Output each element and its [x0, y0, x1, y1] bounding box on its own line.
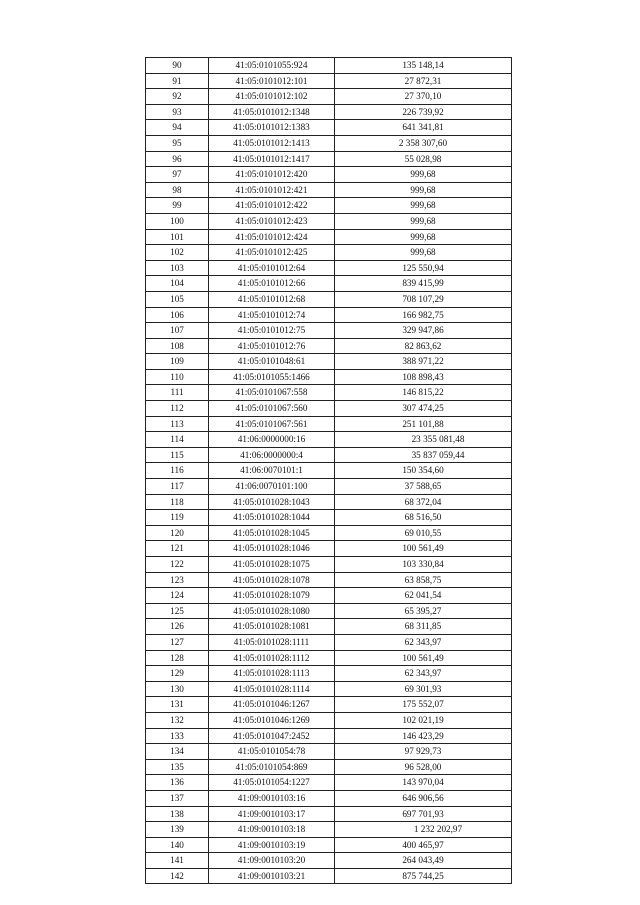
cadastral-value: 62 041,54 — [335, 588, 512, 604]
cadastral-value: 226 739,92 — [335, 104, 512, 120]
cadastral-number: 41:05:0101012:1413 — [209, 135, 335, 151]
cadastral-value: 69 301,93 — [335, 681, 512, 697]
cadastral-number: 41:06:0070101:1 — [209, 463, 335, 479]
cadastral-value: 65 395,27 — [335, 603, 512, 619]
row-number: 95 — [146, 135, 209, 151]
table-row — [146, 634, 512, 650]
cadastral-value: 175 552,07 — [335, 697, 512, 713]
cadastral-number: 41:05:0101012:64 — [209, 260, 335, 276]
table-row — [146, 603, 512, 619]
table-row — [146, 73, 512, 89]
row-number: 96 — [146, 151, 209, 167]
table-row — [146, 744, 512, 760]
cadastral-number: 41:05:0101012:101 — [209, 73, 335, 89]
cadastral-value: 999,68 — [335, 229, 512, 245]
row-number: 137 — [146, 790, 209, 806]
cadastral-number: 41:05:0101028:1075 — [209, 557, 335, 573]
cadastral-value: 103 330,84 — [335, 557, 512, 573]
row-number: 126 — [146, 619, 209, 635]
table-row — [146, 369, 512, 385]
table-row — [146, 198, 512, 214]
row-number: 97 — [146, 167, 209, 183]
row-number: 122 — [146, 557, 209, 573]
row-number: 125 — [146, 603, 209, 619]
table-row — [146, 151, 512, 167]
row-number: 100 — [146, 213, 209, 229]
row-number: 127 — [146, 634, 209, 650]
row-number: 117 — [146, 479, 209, 495]
row-number: 131 — [146, 697, 209, 713]
cadastral-number: 41:09:0010103:16 — [209, 790, 335, 806]
table-row — [146, 58, 512, 74]
table-row — [146, 868, 512, 884]
row-number: 124 — [146, 588, 209, 604]
cadastral-number: 41:05:0101028:1114 — [209, 681, 335, 697]
cadastral-number: 41:05:0101055:1466 — [209, 369, 335, 385]
row-number: 132 — [146, 712, 209, 728]
table-row — [146, 853, 512, 869]
row-number: 136 — [146, 775, 209, 791]
table-row — [146, 541, 512, 557]
cadastral-number: 41:05:0101012:1348 — [209, 104, 335, 120]
cadastral-value: 1 232 202,97 — [335, 822, 512, 838]
cadastral-value: 37 588,65 — [335, 479, 512, 495]
row-number: 135 — [146, 759, 209, 775]
table-row — [146, 416, 512, 432]
cadastral-number: 41:05:0101067:560 — [209, 401, 335, 417]
cadastral-value: 329 947,86 — [335, 323, 512, 339]
row-number: 140 — [146, 837, 209, 853]
row-number: 107 — [146, 323, 209, 339]
cadastral-value: 146 815,22 — [335, 385, 512, 401]
cadastral-value-table — [145, 57, 512, 884]
table-row — [146, 245, 512, 261]
table-row — [146, 401, 512, 417]
row-number: 105 — [146, 291, 209, 307]
cadastral-number: 41:05:0101012:421 — [209, 182, 335, 198]
cadastral-value: 125 550,94 — [335, 260, 512, 276]
row-number: 94 — [146, 120, 209, 136]
table-row — [146, 104, 512, 120]
cadastral-number: 41:05:0101028:1081 — [209, 619, 335, 635]
table-row — [146, 447, 512, 463]
row-number: 111 — [146, 385, 209, 401]
table-row — [146, 588, 512, 604]
cadastral-value: 100 561,49 — [335, 650, 512, 666]
cadastral-number: 41:05:0101028:1045 — [209, 525, 335, 541]
cadastral-number: 41:06:0000000:4 — [209, 447, 335, 463]
table-row — [146, 557, 512, 573]
cadastral-number: 41:05:0101012:74 — [209, 307, 335, 323]
table-row — [146, 697, 512, 713]
cadastral-value: 697 701,93 — [335, 806, 512, 822]
table-row — [146, 213, 512, 229]
cadastral-value: 55 028,98 — [335, 151, 512, 167]
table-row — [146, 712, 512, 728]
cadastral-value: 999,68 — [335, 213, 512, 229]
row-number: 110 — [146, 369, 209, 385]
cadastral-number: 41:05:0101012:76 — [209, 338, 335, 354]
table-row — [146, 837, 512, 853]
table-row — [146, 728, 512, 744]
cadastral-value: 62 343,97 — [335, 634, 512, 650]
table-row — [146, 120, 512, 136]
row-number: 118 — [146, 494, 209, 510]
cadastral-value: 27 370,10 — [335, 89, 512, 105]
cadastral-number: 41:05:0101012:68 — [209, 291, 335, 307]
cadastral-value: 641 341,81 — [335, 120, 512, 136]
cadastral-value: 62 343,97 — [335, 666, 512, 682]
row-number: 99 — [146, 198, 209, 214]
table-row — [146, 432, 512, 448]
cadastral-number: 41:05:0101012:102 — [209, 89, 335, 105]
table-row — [146, 650, 512, 666]
cadastral-value: 708 107,29 — [335, 291, 512, 307]
cadastral-number: 41:05:0101012:1417 — [209, 151, 335, 167]
row-number: 141 — [146, 853, 209, 869]
table-row — [146, 525, 512, 541]
cadastral-value: 97 929,73 — [335, 744, 512, 760]
table-row — [146, 89, 512, 105]
row-number: 90 — [146, 58, 209, 74]
cadastral-number: 41:06:0070101:100 — [209, 479, 335, 495]
cadastral-value: 82 863,62 — [335, 338, 512, 354]
table-row — [146, 354, 512, 370]
row-number: 112 — [146, 401, 209, 417]
cadastral-number: 41:05:0101012:423 — [209, 213, 335, 229]
row-number: 101 — [146, 229, 209, 245]
cadastral-number: 41:05:0101047:2452 — [209, 728, 335, 744]
cadastral-number: 41:05:0101046:1267 — [209, 697, 335, 713]
table-row — [146, 822, 512, 838]
cadastral-value: 264 043,49 — [335, 853, 512, 869]
cadastral-value: 2 358 307,60 — [335, 135, 512, 151]
cadastral-value: 146 423,29 — [335, 728, 512, 744]
row-number: 98 — [146, 182, 209, 198]
table-row — [146, 229, 512, 245]
cadastral-number: 41:05:0101067:558 — [209, 385, 335, 401]
cadastral-value: 999,68 — [335, 245, 512, 261]
cadastral-number: 41:05:0101012:1383 — [209, 120, 335, 136]
cadastral-value: 251 101,88 — [335, 416, 512, 432]
cadastral-number: 41:09:0010103:19 — [209, 837, 335, 853]
cadastral-value: 400 465,97 — [335, 837, 512, 853]
row-number: 119 — [146, 510, 209, 526]
cadastral-value: 307 474,25 — [335, 401, 512, 417]
cadastral-number: 41:05:0101028:1046 — [209, 541, 335, 557]
cadastral-value: 63 858,75 — [335, 572, 512, 588]
table-row — [146, 182, 512, 198]
cadastral-number: 41:06:0000000:16 — [209, 432, 335, 448]
row-number: 114 — [146, 432, 209, 448]
cadastral-number: 41:05:0101067:561 — [209, 416, 335, 432]
cadastral-number: 41:05:0101028:1113 — [209, 666, 335, 682]
table-row — [146, 806, 512, 822]
row-number: 123 — [146, 572, 209, 588]
row-number: 121 — [146, 541, 209, 557]
table-row — [146, 681, 512, 697]
row-number: 104 — [146, 276, 209, 292]
table-row — [146, 666, 512, 682]
row-number: 108 — [146, 338, 209, 354]
cadastral-number: 41:05:0101028:1044 — [209, 510, 335, 526]
row-number: 103 — [146, 260, 209, 276]
row-number: 102 — [146, 245, 209, 261]
cadastral-number: 41:05:0101028:1079 — [209, 588, 335, 604]
row-number: 120 — [146, 525, 209, 541]
cadastral-number: 41:05:0101012:425 — [209, 245, 335, 261]
row-number: 92 — [146, 89, 209, 105]
cadastral-value: 839 415,99 — [335, 276, 512, 292]
cadastral-value: 69 010,55 — [335, 525, 512, 541]
row-number: 133 — [146, 728, 209, 744]
cadastral-value: 999,68 — [335, 167, 512, 183]
cadastral-number: 41:05:0101054:869 — [209, 759, 335, 775]
row-number: 138 — [146, 806, 209, 822]
cadastral-number: 41:05:0101028:1043 — [209, 494, 335, 510]
cadastral-number: 41:09:0010103:21 — [209, 868, 335, 884]
row-number: 113 — [146, 416, 209, 432]
row-number: 139 — [146, 822, 209, 838]
cadastral-value: 166 982,75 — [335, 307, 512, 323]
cadastral-value: 27 872,31 — [335, 73, 512, 89]
row-number: 142 — [146, 868, 209, 884]
table-row — [146, 307, 512, 323]
cadastral-number: 41:05:0101028:1078 — [209, 572, 335, 588]
cadastral-number: 41:05:0101055:924 — [209, 58, 335, 74]
cadastral-value: 68 311,85 — [335, 619, 512, 635]
cadastral-value: 135 148,14 — [335, 58, 512, 74]
cadastral-number: 41:05:0101046:1269 — [209, 712, 335, 728]
cadastral-value: 100 561,49 — [335, 541, 512, 557]
table-row — [146, 510, 512, 526]
cadastral-value: 68 516,50 — [335, 510, 512, 526]
table-row — [146, 494, 512, 510]
cadastral-number: 41:05:0101054:1227 — [209, 775, 335, 791]
table-row — [146, 260, 512, 276]
cadastral-number: 41:05:0101012:66 — [209, 276, 335, 292]
row-number: 129 — [146, 666, 209, 682]
row-number: 116 — [146, 463, 209, 479]
cadastral-value: 388 971,22 — [335, 354, 512, 370]
table-row — [146, 135, 512, 151]
table-row — [146, 385, 512, 401]
row-number: 128 — [146, 650, 209, 666]
cadastral-number: 41:05:0101012:422 — [209, 198, 335, 214]
cadastral-number: 41:09:0010103:20 — [209, 853, 335, 869]
table-body — [146, 58, 512, 884]
cadastral-value: 999,68 — [335, 182, 512, 198]
cadastral-number: 41:09:0010103:17 — [209, 806, 335, 822]
cadastral-value: 68 372,04 — [335, 494, 512, 510]
cadastral-number: 41:05:0101048:61 — [209, 354, 335, 370]
row-number: 91 — [146, 73, 209, 89]
table-row — [146, 479, 512, 495]
cadastral-value: 108 898,43 — [335, 369, 512, 385]
row-number: 134 — [146, 744, 209, 760]
row-number: 109 — [146, 354, 209, 370]
cadastral-number: 41:09:0010103:18 — [209, 822, 335, 838]
row-number: 106 — [146, 307, 209, 323]
table-row — [146, 619, 512, 635]
cadastral-value: 875 744,25 — [335, 868, 512, 884]
table-row — [146, 323, 512, 339]
cadastral-value: 23 355 081,48 — [335, 432, 512, 448]
table-row — [146, 790, 512, 806]
cadastral-value: 150 354,60 — [335, 463, 512, 479]
row-number: 115 — [146, 447, 209, 463]
table-row — [146, 759, 512, 775]
cadastral-number: 41:05:0101028:1080 — [209, 603, 335, 619]
cadastral-number: 41:05:0101028:1112 — [209, 650, 335, 666]
cadastral-value: 35 837 059,44 — [335, 447, 512, 463]
table-row — [146, 572, 512, 588]
table-row — [146, 167, 512, 183]
cadastral-value: 102 021,19 — [335, 712, 512, 728]
cadastral-value: 143 970,04 — [335, 775, 512, 791]
cadastral-number: 41:05:0101012:424 — [209, 229, 335, 245]
table-row — [146, 338, 512, 354]
cadastral-number: 41:05:0101012:75 — [209, 323, 335, 339]
cadastral-value: 646 906,56 — [335, 790, 512, 806]
table-row — [146, 463, 512, 479]
cadastral-number: 41:05:0101028:1111 — [209, 634, 335, 650]
cadastral-number: 41:05:0101012:420 — [209, 167, 335, 183]
table-row — [146, 775, 512, 791]
table-row — [146, 276, 512, 292]
cadastral-value: 96 528,00 — [335, 759, 512, 775]
row-number: 130 — [146, 681, 209, 697]
table-row — [146, 291, 512, 307]
cadastral-number: 41:05:0101054:78 — [209, 744, 335, 760]
cadastral-value: 999,68 — [335, 198, 512, 214]
row-number: 93 — [146, 104, 209, 120]
